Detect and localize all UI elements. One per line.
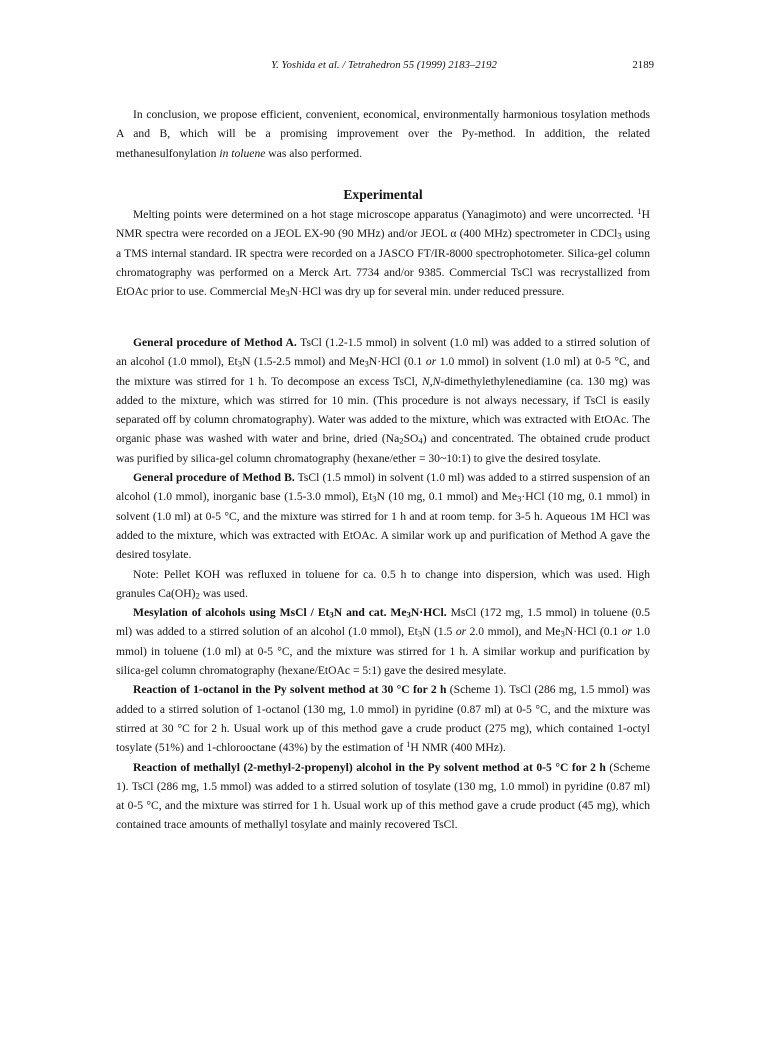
methallyl-paragraph: Reaction of methallyl (2-methyl-2-propenyl) alcohol in the Py solvent method at 0-5 °C for 2 h (Scheme 1). TsCl (286 mg, 1.5 mmol) was added to a stirred solution of tosylate (130 mg, 1.0 mmol) in pyridine (0.87 ml) at 0-5 °C, and the mixture was stirred for 1 h. Usual work up of this method gave a crude product (45 mg), which contained trace amounts of methallyl tosylate and mainly recovered TsCl.	[116, 760, 650, 832]
experimental-paragraph: Melting points were determined on a hot stage microscope apparatus (Yanagimoto) and were uncorrected. $^1$H NMR spectra were recorded on a JEOL EX-90 (90 MHz) and/or JEOL α (400 MHz) spectrometer in CDCl$_3$ using a TMS internal standard. IR spectra were recorded on a JASCO FT/IR-8000 spectrophotometer. Silica-gel column chromatography was performed on a Merck Art. 7734 and/or 9385. Commercial TsCl was recrystallized from EtOAc prior to use. Commercial $Me_3N\cdot HCl$ was dry up for several min. under reduced pressure.	[116, 206, 650, 299]
method-b-paragraph: General procedure of Method B. TsCl (1.5 mmol) in solvent (1.0 ml) was added to a stirred suspension of an alcohol (1.0 mmol), inorganic base (1.5-3.0 mmol), $Et_3N$ (10 mg, 0.1 mmol) and $Me_3\cdot HCl$ (10 mg, 0.1 mmol) in solvent (1.0 ml) at 0-5 °C, and the mixture was stirred for 1 h and at room temp. for 3-5 h. Aqueous 1M HCl was added to the mixture, which was extracted with EtOAc. A similar work up and purification of Method A gave the desired tosylate.	[116, 471, 651, 562]
mesylation-paragraph: Mesylation of alcohols using MsCl / $Et_3N$ and cat. $Me_3N\cdot HCl$. MsCl (172 mg, 1.5 mmol) in toluene (0.5 ml) was added to a stirred solution of an alcohol (1.0 mmol), $Et_3N$ (1.5 or 2.0 mmol), and $Me_3N\cdot HCl$ (0.1 or 1.0 mmol) in toluene (1.0 ml) at 0-5 °C, and the mixture was stirred for 1 h. A similar workup and purification by silica-gel column chromatography (hexane/EtOAc = 5:1) gave the desired mesylate.	[116, 606, 651, 678]
conclusion-paragraph: In conclusion, we propose efficient, convenient, economical, environmentally harmonious tosylation methods A and B, which will be a promising improvement over the Py-method. In addition, the related methanesulfonylation in toluene was also performed.	[116, 108, 650, 160]
mesylation-title: Mesylation of alcohols using MsCl / $Et_3N$ and cat. $Me_3N\cdot HCl$.	[133, 606, 447, 620]
method-a-title: General procedure of Method A.	[133, 336, 297, 349]
method-b-title: General procedure of Method B.	[133, 471, 295, 485]
method-a-paragraph: General procedure of Method A. TsCl (1.2-1.5 mmol) in solvent (1.0 ml) was added to a stirred solution of an alcohol (1.0 mmol), $Et_3N$ (1.5-2.5 mmol) and $Me_3N\cdot HCl$ (0.1 or 1.0 mmol) in solvent (1.0 ml) at 0-5 °C, and the mixture was stirred for 1 h. To decompose an excess TsCl, N,N-dimethylethylenediamine (ca. 130 mg) was added to the mixture, which was stirred for 10 min. (This procedure is not always necessary, if TsCl is easily separated off by column chromatography). Water was added to the mixture, which was extracted with EtOAc. The organic phase was washed with water and brine, dried $(Na_2SO_4)$ and concentrated. The obtained crude product was purified by silica-gel column chromatography (hexane/ether = 30~10:1) to give the desired tosylate.	[116, 336, 651, 465]
running-head	[0, 56, 768, 74]
methallyl-title: Reaction of methallyl (2-methyl-2-propenyl) alcohol in the Py solvent method at 0-5 °C for 2 h	[133, 760, 606, 774]
emphasis-in-toluene: in toluene	[219, 146, 266, 160]
running-head-citation: Y. Yoshida et al. / Tetrahedron 55 (1999) 2183–2192	[271, 59, 497, 71]
page-number: 2189	[632, 59, 654, 71]
procedures-section	[116, 333, 650, 835]
octanol-paragraph: Reaction of 1-octanol in the Py solvent method at 30 °C for 2 h (Scheme 1). TsCl (286 mg, 1.5 mmol) was added to a stirred solution of 1-octanol (130 mg, 1.0 mmol) in pyridine (0.87 ml) at 0-5 °C, and the mixture was stirred at 30 °C for 2 h. Usual work up of this method gave a crude product (275 mg), which contained 1-octyl tosylate (51%) and 1-chlorooctane (43%) by the estimation of $^1$H NMR (400 MHz).	[116, 683, 650, 755]
experimental-heading: Experimental	[343, 187, 423, 202]
note-paragraph: Note: Pellet KOH was refluxed in toluene for ca. 0.5 h to change into dispersion, which was used. High granules $Ca(OH)_2$ was used.	[116, 567, 650, 601]
octanol-title: Reaction of 1-octanol in the Py solvent method at 30 °C for 2 h	[133, 683, 447, 697]
